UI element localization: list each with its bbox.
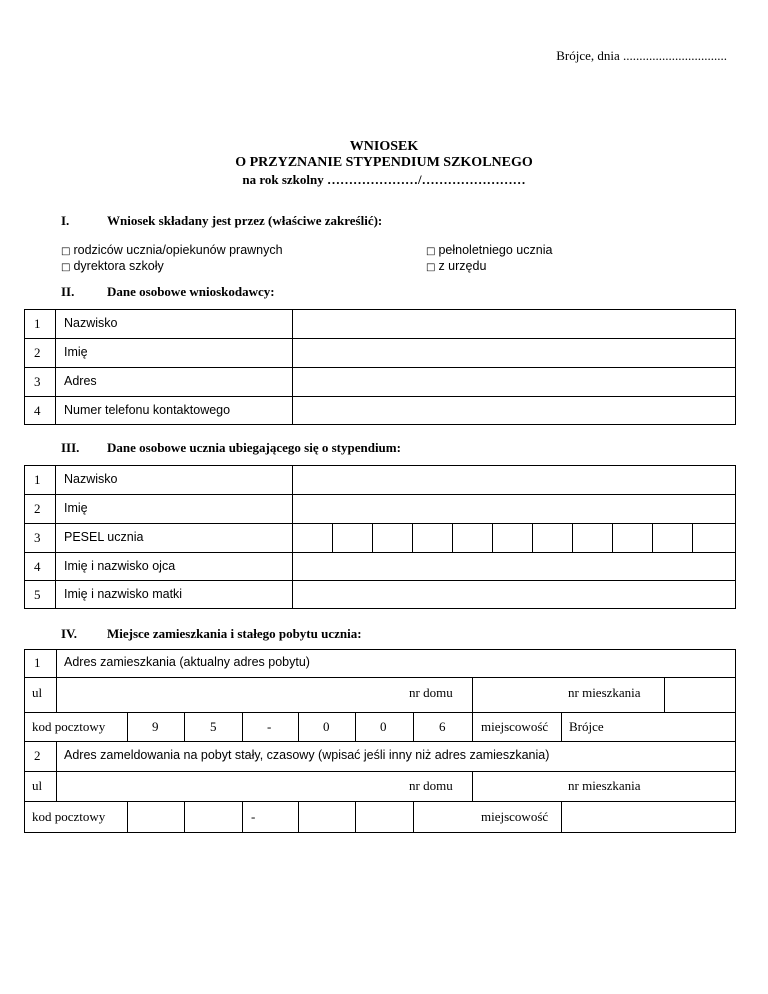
table-row [24,465,736,495]
city-label: miejscowość [481,809,549,824]
column-divider [56,741,57,771]
postal-digit-input[interactable] [128,802,184,833]
pesel-digit-box[interactable] [532,523,533,553]
house-number-label: nr domu [409,778,453,793]
apartment-number-label: nr mieszkania [568,685,641,700]
pesel-digit-box[interactable] [492,523,493,553]
checkbox-icon[interactable]: □ [426,262,436,273]
pesel-digit-box[interactable] [652,523,653,553]
street-input[interactable] [57,772,407,801]
row-label: PESEL ucznia [64,530,144,544]
table-row [24,494,736,524]
checkbox-icon[interactable]: □ [61,262,71,273]
row-number: 4 [34,559,41,574]
pesel-digit-box[interactable] [692,523,693,553]
row-label: Imię [64,501,88,515]
section-4-title: Miejsce zamieszkania i stałego pobytu ucznia: [107,626,362,641]
pesel-digit-box[interactable] [572,523,573,553]
option-director[interactable]: □ dyrektora szkoły [61,259,164,273]
section-3-title: Dane osobowe ucznia ubiegającego się o stypendium: [107,440,401,455]
city-input[interactable] [562,802,735,833]
section-4-number: IV. [61,626,78,641]
applicant-phone-input[interactable] [293,397,735,424]
pesel-digit-box[interactable] [412,523,413,553]
house-number-input[interactable] [473,772,561,801]
section-2-number: II. [61,284,75,299]
form-subtitle: O PRZYZNANIE STYPENDIUM SZKOLNEGO [235,155,533,170]
postal-code-label: kod pocztowy [32,809,106,824]
row-label: Imię i nazwisko matki [64,587,183,601]
column-divider [561,712,562,741]
row-divider [24,712,736,713]
row-label: Numer telefonu kontaktowego [64,403,231,417]
postal-dash: - [267,719,272,734]
column-divider [242,712,243,741]
applicant-table [24,309,736,425]
row-number: 2 [34,501,41,516]
street-input[interactable] [57,678,407,712]
checkbox-icon[interactable]: □ [61,246,71,257]
column-divider [292,465,293,609]
row-number: 4 [34,403,41,418]
column-divider [413,712,414,741]
postal-digit[interactable]: 5 [210,719,217,734]
apartment-number-label: nr mieszkania [568,778,641,793]
row-number: 2 [34,345,41,360]
column-divider [298,712,299,741]
row-label: Imię [64,345,88,359]
pesel-digit-box[interactable] [332,523,333,553]
postal-digit[interactable]: 9 [152,719,159,734]
form-title: WNIOSEK [349,139,419,154]
city-label: miejscowość [481,719,549,734]
row-label: Nazwisko [64,472,118,486]
column-divider [56,649,57,677]
row-label: Imię i nazwisko ojca [64,559,176,573]
street-label: ul [32,685,43,700]
apartment-number-input[interactable] [665,678,735,712]
column-divider [472,712,473,741]
postal-digit[interactable]: 0 [380,719,387,734]
postal-digit-input[interactable] [414,802,472,833]
city-value[interactable]: Brójce [569,719,604,734]
checkbox-icon[interactable]: □ [426,246,436,257]
row-number: 2 [34,748,41,763]
postal-digit[interactable]: 6 [439,719,446,734]
option-ex-officio[interactable]: □ z urzędu [426,259,487,273]
row-divider [24,741,736,742]
applicant-name-input[interactable] [293,339,735,367]
section-3-number: III. [61,440,80,455]
address-2-title: Adres zameldowania na pobyt stały, czasowy (wpisać jeśli inny niż adres zamieszkania) [64,748,550,762]
row-number: 1 [34,655,41,670]
postal-digit-input[interactable] [185,802,242,833]
house-number-input[interactable] [473,678,561,712]
row-number: 3 [34,530,41,545]
house-number-label: nr domu [409,685,453,700]
option-adult-student[interactable]: □ pełnoletniego ucznia [426,243,553,257]
column-divider [184,712,185,741]
section-2-title: Dane osobowe wnioskodawcy: [107,284,275,299]
section-1-title: Wniosek składany jest przez (właściwe zakreślić): [107,213,383,228]
pesel-digit-box[interactable] [452,523,453,553]
postal-digit[interactable]: 0 [323,719,330,734]
option-parents[interactable]: □ rodziców ucznia/opiekunów prawnych [61,243,283,257]
pesel-digit-box[interactable] [372,523,373,553]
applicant-address-input[interactable] [293,368,735,396]
postal-digit-input[interactable] [356,802,413,833]
column-divider [127,712,128,741]
row-number: 3 [34,374,41,389]
postal-code-label: kod pocztowy [32,719,106,734]
column-divider [355,712,356,741]
postal-digit-input[interactable] [299,802,355,833]
row-number: 5 [34,587,41,602]
street-label: ul [32,778,43,793]
row-number: 1 [34,472,41,487]
column-divider [242,801,243,833]
row-number: 1 [34,316,41,331]
applicant-surname-input[interactable] [293,310,735,338]
school-year-line: na rok szkolny …………………/…………………… [242,172,526,187]
apartment-number-input[interactable] [665,772,735,801]
postal-dash: - [251,809,256,824]
date-line: Brójce, dnia ................................ [556,48,727,63]
student-table [24,465,736,609]
address-table [24,649,736,833]
section-1-number: I. [61,213,70,228]
pesel-digit-box[interactable] [612,523,613,553]
address-1-title: Adres zamieszkania (aktualny adres pobytu) [64,655,310,669]
row-label: Nazwisko [64,316,118,330]
row-label: Adres [64,374,97,388]
